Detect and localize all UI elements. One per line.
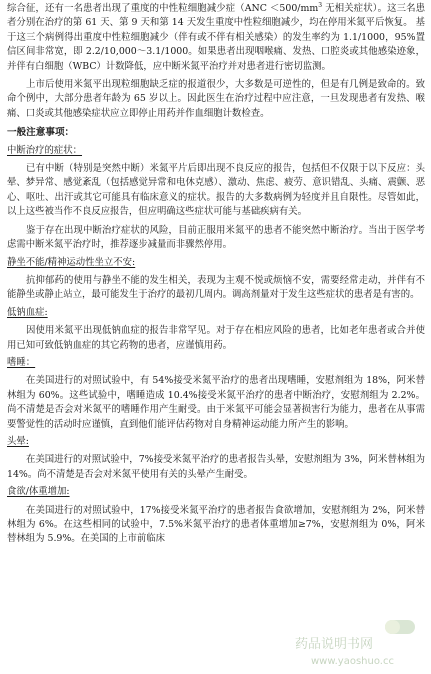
- subheading-somnolence: [7, 356, 425, 370]
- watermark-url: www.yaoshuo.cc: [311, 656, 394, 667]
- subheading-text: 食欲/体重增加:: [7, 486, 70, 498]
- subheading-dizziness: [7, 435, 425, 449]
- capsule-icon: [385, 620, 415, 634]
- document-page: [7, 2, 425, 547]
- superscript: 3: [318, 1, 323, 9]
- paragraph-agranulocytosis: 上市后使用米氮平出现粒细胞缺乏症的报道很少，大多数是可逆性的，但是有几例是致命的。致命个例中，大部分患者年龄为 65 岁以上。因此医生在治疗过程中应注意，一旦发现患者有发热、喉痛、口炎或其他感染症状应立即停止用药并作血细胞计数检查。: [7, 79, 425, 119]
- paragraph-akathisia: 抗抑郁药的使用与静坐不能的发生相关，表现为主观不悦或烦恼不安，需要经常走动，并伴有不能静坐或静止站立，最可能发生于治疗的最初几周内。调高剂量对于发生这些症状的患者是有害的。: [7, 274, 425, 301]
- section-heading-general: 一般注意事项：: [7, 127, 75, 139]
- subheading-text: 中断治疗的症状：: [7, 144, 83, 156]
- paragraph-neutropenia: [7, 2, 425, 74]
- watermark-title: 药品说明书网: [295, 637, 374, 652]
- paragraph-hyponatremia: 因使用米氮平出现低钠血症的报告非常罕见。对于存在相应风险的患者，比如老年患者或合并使用已知可致低钠血症的其它药物的患者，应谨慎用药。: [7, 325, 425, 351]
- subheading-text: 嗜睡：: [7, 356, 36, 368]
- paragraph-somnolence: 在美国进行的对照试验中，有 54%接受米氮平治疗的患者出现嗜睡，安慰剂组为 18%，阿米替林组为 60%。这些试验中，嗜睡造成 10.4%接受米氮平治疗的患者中断治疗，安慰剂组为 2.2%。尚不清楚是否会对米氮平的嗜睡作用产生耐受。由于米氮平可能会显著损害行为能力，患者在从事需要警觉性的活动时应谨慎，直到他们能评估药物对自身精神运动能力所产生的影响。: [7, 375, 425, 430]
- paragraph-withdrawal-1: 已有中断（特别是突然中断）米氮平片后即出现不良反应的报告，包括但不仅限于以下反应：头晕、梦异常、感觉紊乱（包括感觉异常和电休克感）、激动、焦虑、疲劳、意识错乱、头痛、震颤、恶心、呕吐、出汗或其它可能具有临床意义的症状。报告的大多数病例为轻度并且自限性。尽管如此，以上这些被当作不良反应报告，但应明确这些症状可能与基础疾病有关。: [7, 163, 425, 218]
- site-watermark: [293, 618, 423, 670]
- subheading-text: 低钠血症:: [7, 306, 48, 318]
- subheading-withdrawal: [7, 144, 425, 158]
- text-run: 综合征，还有一名患者出现了重度的中性粒细胞减少症（ANC ＜500/mm: [7, 3, 319, 14]
- text-run: 无相关症状）。这三名患者分别在治疗的第 61 天、第 9 天和第 14 天发生重度中性粒细胞减少，均在停用米氮平后恢复。 基于这三个病例得出重度中性粒细胞减少（伴有或不伴有相关感染）的发生率约为 1.1/1000，95%置信区间非常宽，即 2.2/10,000～3.1/1000。如果患者出现咽喉痛、发热、口腔炎或其他感染迹象，并伴有白细胞（WBC）计数降低，应中断米氮平治疗并对患者进行密切监测。: [7, 3, 425, 72]
- paragraph-withdrawal-2: 鉴于存在出现中断治疗症状的风险，目前正服用米氮平的患者不能突然中断治疗。当出于医学考虑需中断米氮平治疗时，推荐逐步减量而非骤然停用。: [7, 224, 425, 251]
- paragraph-appetite: 在美国进行的对照试验中，17%接受米氮平治疗的患者报告食欲增加，安慰剂组为 2%，阿米替林组为 6%。在这些相同的试验中，7.5%米氮平治疗的患者体重增加≥7%，安慰剂组为 0%，阿米替林组为 5.9%。在美国的上市前临床: [7, 504, 425, 545]
- subheading-appetite: [7, 485, 425, 499]
- paragraph-dizziness: 在美国进行的对照试验中，7%接受米氮平治疗的患者报告头晕，安慰剂组为 3%，阿米替林组为 14%。尚不清楚是否会对米氮平使用有关的头晕产生耐受。: [7, 454, 425, 480]
- subheading-akathisia: [7, 256, 425, 270]
- subheading-text: 静坐不能/精神运动性坐立不安:: [7, 256, 136, 268]
- subheading-hyponatremia: [7, 306, 425, 320]
- subheading-text: 头晕:: [7, 435, 29, 447]
